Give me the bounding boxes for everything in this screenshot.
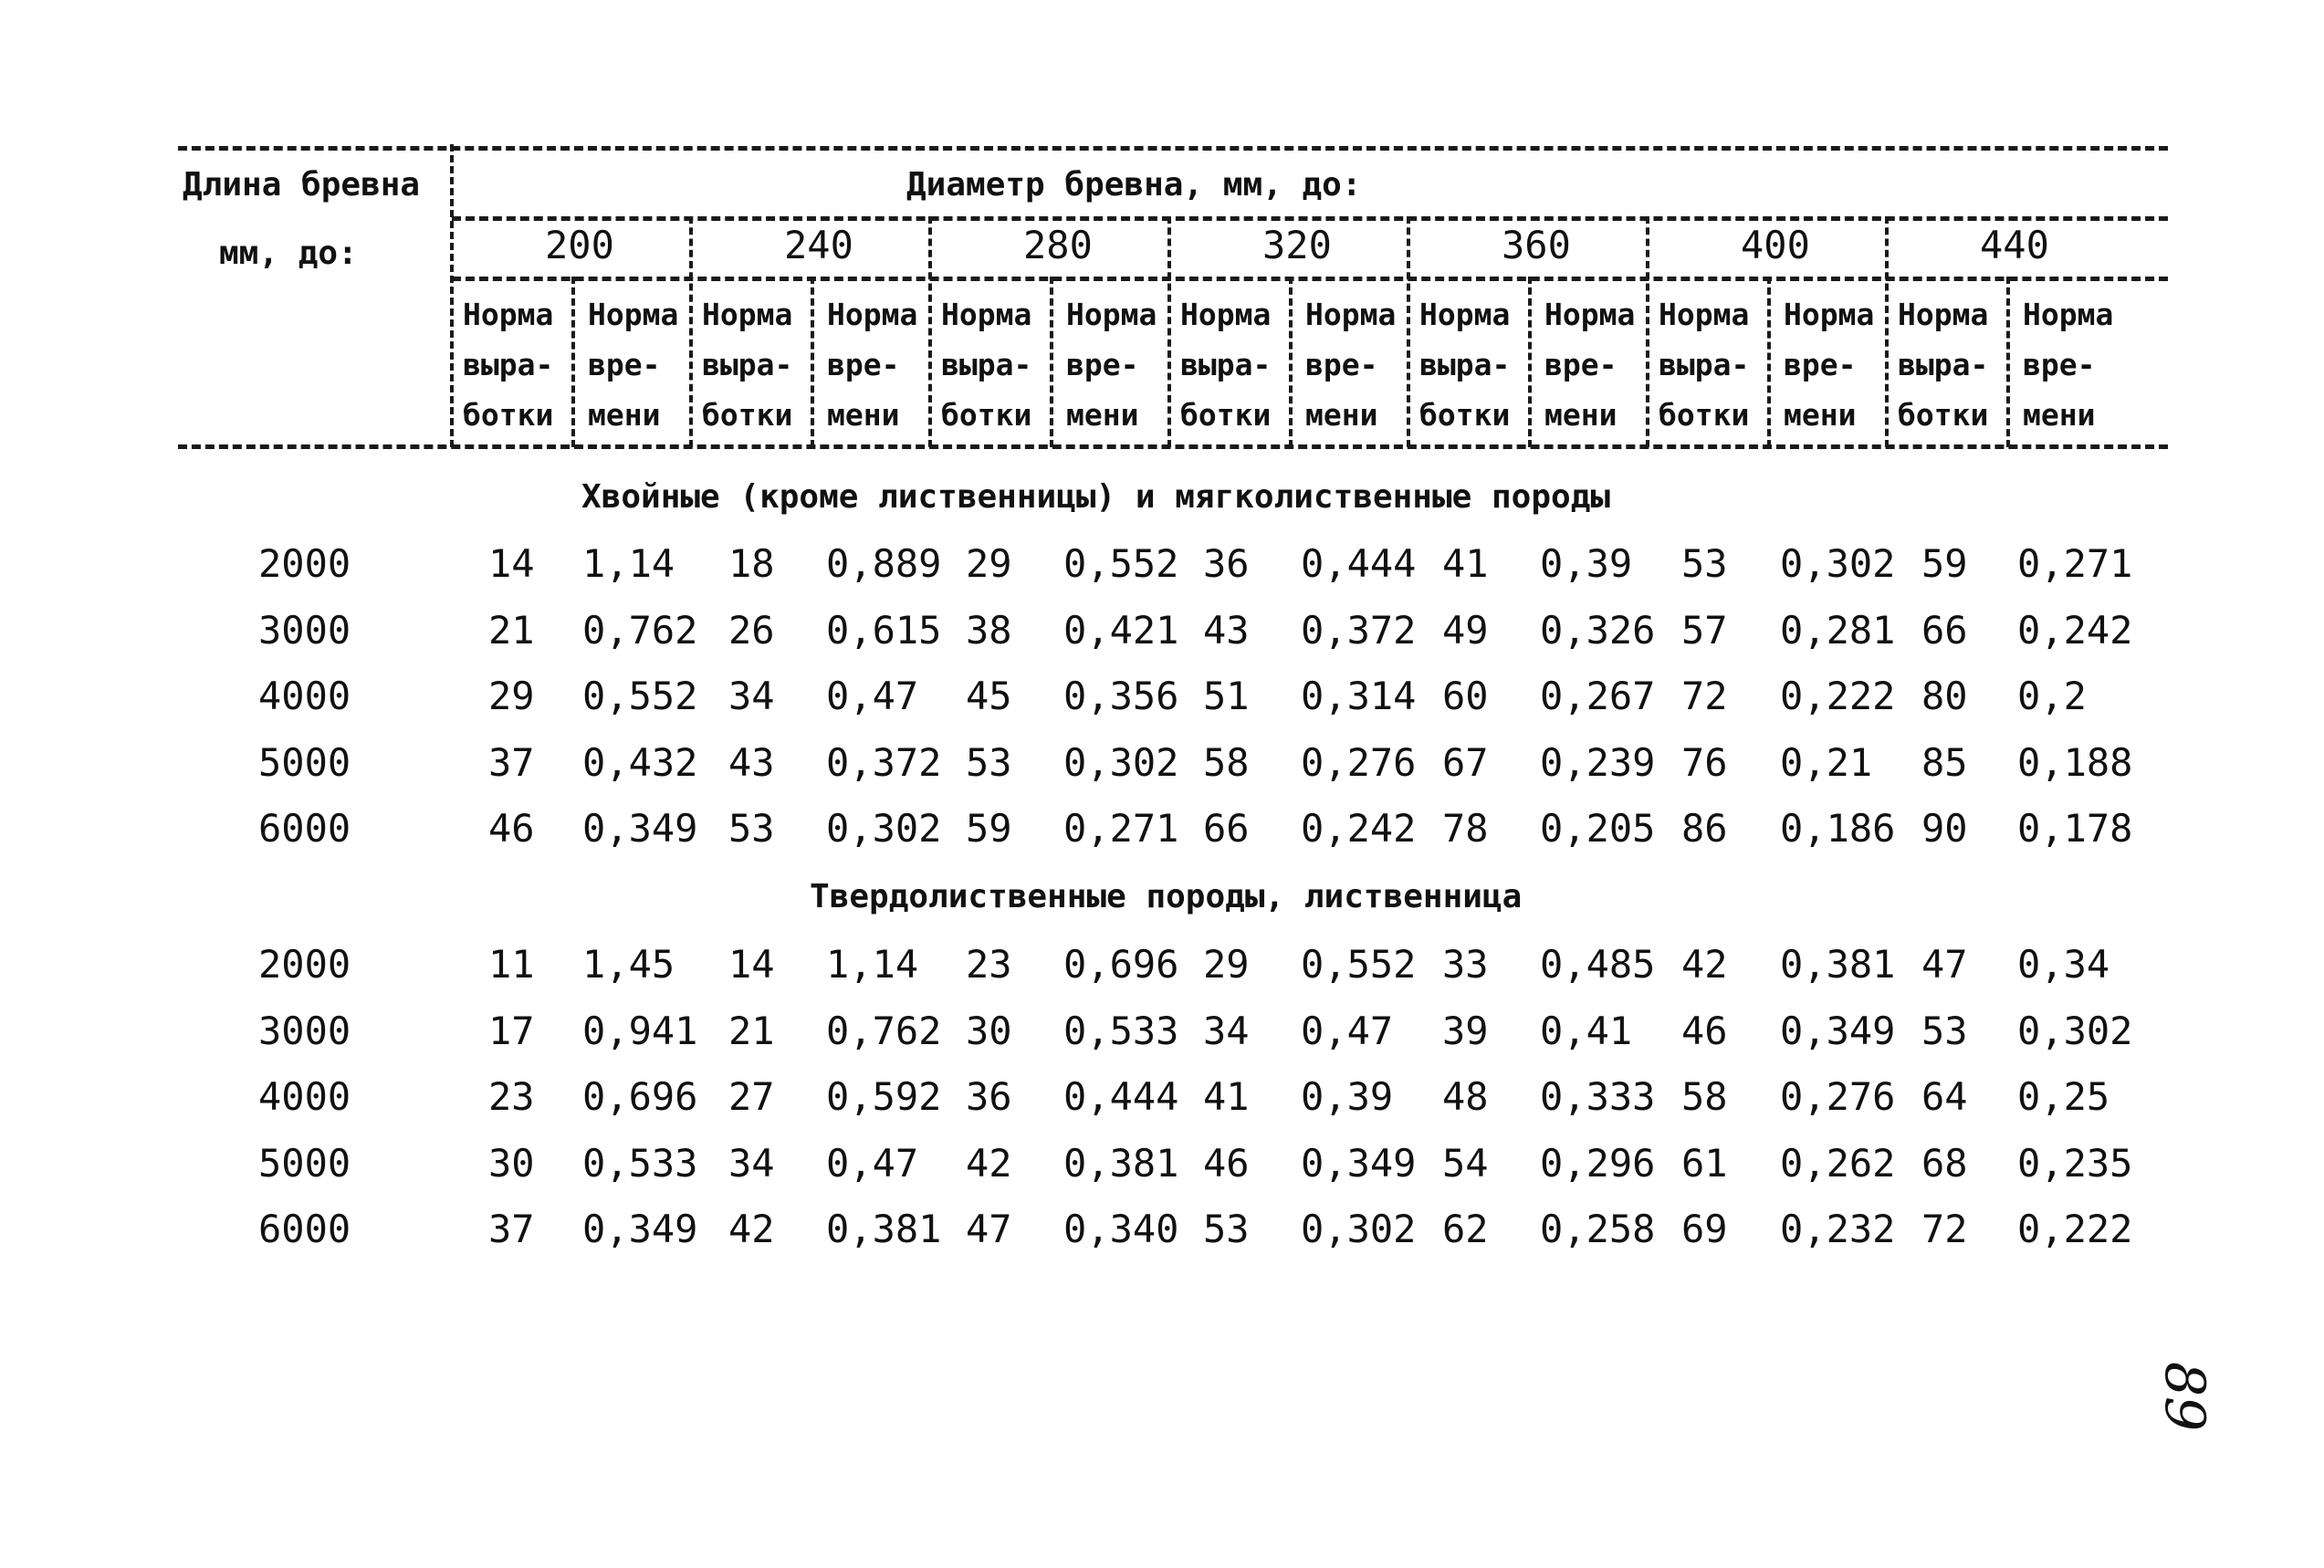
time-norm-cell: 0,349	[582, 1207, 698, 1251]
output-norm-cell: 58	[1681, 1074, 1728, 1119]
time-norm-cell: 0,239	[1540, 739, 1656, 785]
diameter-group-divider	[1167, 216, 1171, 447]
subheader-time-320: Норма	[1305, 297, 1397, 332]
output-norm-cell: 53	[1681, 541, 1728, 586]
output-norm-cell: 78	[1442, 806, 1489, 851]
subheader-output-280: ботки	[941, 397, 1032, 433]
time-norm-cell: 0,432	[582, 739, 698, 785]
time-norm-cell: 0,333	[1540, 1074, 1656, 1119]
output-norm-cell: 58	[1203, 739, 1250, 785]
output-norm-cell: 17	[488, 1008, 535, 1053]
time-norm-cell: 0,281	[1780, 607, 1896, 653]
diameter-200: 200	[545, 223, 614, 267]
header-bottom-rule	[178, 444, 2168, 449]
time-norm-cell: 0,533	[1063, 1008, 1179, 1053]
output-norm-cell: 85	[1921, 739, 1968, 785]
output-norm-cell: 69	[1681, 1207, 1728, 1251]
output-norm-cell: 43	[1203, 607, 1250, 653]
time-norm-cell: 0,533	[582, 1140, 698, 1186]
output-norm-cell: 46	[488, 806, 535, 851]
output-norm-cell: 64	[1921, 1074, 1968, 1119]
time-norm-cell: 0,552	[1301, 942, 1417, 987]
time-norm-cell: 0,302	[826, 806, 942, 851]
subheader-time-320: мени	[1305, 397, 1378, 433]
time-norm-cell: 0,444	[1301, 541, 1417, 586]
time-norm-cell: 0,222	[1780, 674, 1896, 718]
diameter-320: 320	[1262, 223, 1332, 267]
subheader-output-200: выра-	[463, 347, 554, 382]
time-norm-cell: 0,314	[1301, 674, 1417, 718]
output-norm-cell: 26	[728, 607, 775, 653]
output-norm-cell: 34	[728, 1140, 775, 1186]
subheader-time-200: вре-	[588, 347, 661, 382]
diameter-group-divider	[1407, 216, 1410, 447]
output-norm-cell: 51	[1203, 674, 1250, 718]
subheader-time-280: вре-	[1066, 347, 1139, 382]
diameter-header: Диаметр бревна, мм, до:	[906, 166, 1362, 204]
subheader-time-360: мени	[1544, 397, 1617, 433]
output-norm-cell: 62	[1442, 1207, 1489, 1251]
time-norm-cell: 0,39	[1301, 1074, 1394, 1119]
output-norm-cell: 66	[1203, 806, 1250, 851]
row-length: 6000	[258, 1207, 351, 1251]
output-norm-cell: 47	[966, 1207, 1012, 1251]
time-norm-cell: 0,762	[826, 1008, 942, 1053]
table-top-rule	[178, 146, 2168, 151]
subheader-output-240: Норма	[702, 297, 793, 332]
subheader-time-360: вре-	[1544, 347, 1617, 382]
output-norm-cell: 23	[488, 1074, 535, 1119]
output-norm-cell: 42	[966, 1140, 1012, 1186]
time-norm-cell: 0,381	[1063, 1140, 1179, 1186]
section-title: Хвойные (кроме лиственницы) и мягколиственные породы	[581, 478, 1611, 516]
output-norm-cell: 53	[728, 806, 775, 851]
time-norm-cell: 0,326	[1540, 607, 1656, 653]
subheader-output-240: выра-	[702, 347, 793, 382]
time-norm-cell: 0,262	[1780, 1140, 1896, 1186]
subheader-output-320: Норма	[1180, 297, 1272, 332]
output-norm-cell: 11	[488, 942, 535, 987]
time-norm-cell: 0,39	[1540, 541, 1633, 586]
time-norm-cell: 0,349	[1780, 1008, 1896, 1053]
subheader-output-360: Норма	[1419, 297, 1511, 332]
output-norm-cell: 21	[488, 607, 535, 653]
subheader-output-440: ботки	[1898, 397, 1989, 433]
subheader-time-240: мени	[827, 397, 900, 433]
output-norm-cell: 46	[1203, 1140, 1250, 1186]
subheader-rule	[452, 277, 2168, 281]
time-norm-cell: 0,276	[1780, 1074, 1896, 1119]
time-norm-cell: 1,45	[582, 942, 675, 987]
output-norm-cell: 57	[1681, 607, 1728, 653]
time-norm-cell: 0,258	[1540, 1207, 1656, 1251]
row-length: 4000	[258, 1074, 351, 1119]
length-column-divider	[450, 144, 454, 447]
output-norm-cell: 59	[966, 806, 1012, 851]
time-norm-cell: 0,178	[2017, 806, 2133, 851]
output-norm-cell: 30	[966, 1008, 1012, 1053]
row-length: 6000	[258, 806, 351, 851]
output-norm-cell: 27	[728, 1074, 775, 1119]
diameter-400: 400	[1741, 223, 1810, 267]
subheader-output-280: Норма	[941, 297, 1032, 332]
output-norm-cell: 60	[1442, 674, 1489, 718]
output-norm-cell: 23	[966, 942, 1012, 987]
output-norm-cell: 29	[966, 541, 1012, 586]
output-norm-cell: 61	[1681, 1140, 1728, 1186]
subheader-time-200: Норма	[588, 297, 679, 332]
diameter-group-divider	[1885, 216, 1889, 447]
subheader-time-440: мени	[2023, 397, 2096, 433]
subheader-time-440: вре-	[2023, 347, 2096, 382]
time-norm-cell: 0,302	[1301, 1207, 1417, 1251]
time-norm-cell: 0,276	[1301, 739, 1417, 785]
time-norm-cell: 0,25	[2017, 1074, 2110, 1119]
length-header-line-2: мм, до:	[219, 235, 358, 272]
output-norm-cell: 46	[1681, 1008, 1728, 1053]
output-norm-cell: 42	[1681, 942, 1728, 987]
time-norm-cell: 0,552	[1063, 541, 1179, 586]
diameter-280: 280	[1023, 223, 1093, 267]
subheader-output-240: ботки	[702, 397, 793, 433]
output-norm-cell: 41	[1442, 541, 1489, 586]
output-norm-cell: 54	[1442, 1140, 1489, 1186]
output-norm-cell: 30	[488, 1140, 535, 1186]
subheader-output-200: Норма	[463, 297, 554, 332]
subheader-output-320: ботки	[1180, 397, 1272, 433]
output-norm-cell: 36	[1203, 541, 1250, 586]
output-norm-cell: 37	[488, 739, 535, 785]
subcolumn-divider	[2006, 277, 2010, 447]
output-norm-cell: 18	[728, 541, 775, 586]
time-norm-cell: 0,302	[1063, 739, 1179, 785]
time-norm-cell: 0,232	[1780, 1207, 1896, 1251]
subheader-output-200: ботки	[463, 397, 554, 433]
diameter-240: 240	[784, 223, 853, 267]
row-length: 5000	[258, 1140, 351, 1186]
output-norm-cell: 53	[1921, 1008, 1968, 1053]
output-norm-cell: 43	[728, 739, 775, 785]
length-header-line-1: Длина бревна	[183, 166, 421, 204]
output-norm-cell: 37	[488, 1207, 535, 1251]
row-length: 3000	[258, 607, 351, 653]
row-length: 3000	[258, 1008, 351, 1053]
subheader-output-400: выра-	[1659, 347, 1750, 382]
subcolumn-divider	[811, 277, 814, 447]
time-norm-cell: 0,592	[826, 1074, 942, 1119]
output-norm-cell: 67	[1442, 739, 1489, 785]
output-norm-cell: 29	[488, 674, 535, 718]
output-norm-cell: 53	[966, 739, 1012, 785]
subheader-time-400: мени	[1784, 397, 1857, 433]
diameter-440: 440	[1980, 223, 2049, 267]
time-norm-cell: 0,444	[1063, 1074, 1179, 1119]
time-norm-cell: 0,696	[582, 1074, 698, 1119]
time-norm-cell: 0,188	[2017, 739, 2133, 785]
time-norm-cell: 0,381	[826, 1207, 942, 1251]
time-norm-cell: 0,381	[1780, 942, 1896, 987]
subcolumn-divider	[1289, 277, 1293, 447]
time-norm-cell: 0,762	[582, 607, 698, 653]
subheader-time-280: Норма	[1066, 297, 1157, 332]
subheader-output-440: выра-	[1898, 347, 1989, 382]
output-norm-cell: 14	[488, 541, 535, 586]
output-norm-cell: 48	[1442, 1074, 1489, 1119]
time-norm-cell: 0,485	[1540, 942, 1656, 987]
time-norm-cell: 0,235	[2017, 1140, 2133, 1186]
subheader-output-360: выра-	[1419, 347, 1511, 382]
section-title: Твердолиственные породы, лиственница	[810, 878, 1523, 915]
time-norm-cell: 0,271	[1063, 806, 1179, 851]
subheader-output-400: ботки	[1659, 397, 1750, 433]
diameter-rule	[452, 216, 2168, 221]
time-norm-cell: 0,296	[1540, 1140, 1656, 1186]
output-norm-cell: 36	[966, 1074, 1012, 1119]
time-norm-cell: 1,14	[582, 541, 675, 586]
time-norm-cell: 0,349	[582, 806, 698, 851]
output-norm-cell: 66	[1921, 607, 1968, 653]
time-norm-cell: 0,889	[826, 541, 942, 586]
time-norm-cell: 0,267	[1540, 674, 1656, 718]
output-norm-cell: 53	[1203, 1207, 1250, 1251]
diameter-group-divider	[928, 216, 932, 447]
diameter-group-divider	[1646, 216, 1649, 447]
output-norm-cell: 72	[1921, 1207, 1968, 1251]
output-norm-cell: 34	[1203, 1008, 1250, 1053]
output-norm-cell: 59	[1921, 541, 1968, 586]
time-norm-cell: 0,47	[1301, 1008, 1394, 1053]
output-norm-cell: 86	[1681, 806, 1728, 851]
output-norm-cell: 38	[966, 607, 1012, 653]
time-norm-cell: 0,47	[826, 674, 919, 718]
diameter-360: 360	[1502, 223, 1571, 267]
time-norm-cell: 0,349	[1301, 1140, 1417, 1186]
subheader-output-320: выра-	[1180, 347, 1272, 382]
subheader-output-280: выра-	[941, 347, 1032, 382]
time-norm-cell: 0,41	[1540, 1008, 1633, 1053]
row-length: 5000	[258, 739, 351, 785]
output-norm-cell: 45	[966, 674, 1012, 718]
time-norm-cell: 0,271	[2017, 541, 2133, 586]
subcolumn-divider	[1050, 277, 1053, 447]
output-norm-cell: 34	[728, 674, 775, 718]
time-norm-cell: 0,34	[2017, 942, 2110, 987]
time-norm-cell: 0,2	[2017, 674, 2087, 718]
subcolumn-divider	[1767, 277, 1771, 447]
time-norm-cell: 0,615	[826, 607, 942, 653]
time-norm-cell: 0,47	[826, 1140, 919, 1186]
output-norm-cell: 72	[1681, 674, 1728, 718]
row-length: 2000	[258, 942, 351, 987]
subheader-output-360: ботки	[1419, 397, 1511, 433]
subheader-output-440: Норма	[1898, 297, 1989, 332]
output-norm-cell: 39	[1442, 1008, 1489, 1053]
time-norm-cell: 0,242	[1301, 806, 1417, 851]
time-norm-cell: 1,14	[826, 942, 919, 987]
output-norm-cell: 49	[1442, 607, 1489, 653]
time-norm-cell: 0,372	[826, 739, 942, 785]
time-norm-cell: 0,552	[582, 674, 698, 718]
output-norm-cell: 33	[1442, 942, 1489, 987]
output-norm-cell: 80	[1921, 674, 1968, 718]
subheader-time-240: Норма	[827, 297, 918, 332]
output-norm-cell: 76	[1681, 739, 1728, 785]
output-norm-cell: 14	[728, 942, 775, 987]
subheader-time-240: вре-	[827, 347, 900, 382]
subheader-time-360: Норма	[1544, 297, 1636, 332]
time-norm-cell: 0,372	[1301, 607, 1417, 653]
time-norm-cell: 0,941	[582, 1008, 698, 1053]
output-norm-cell: 90	[1921, 806, 1968, 851]
output-norm-cell: 68	[1921, 1140, 1968, 1186]
time-norm-cell: 0,356	[1063, 674, 1179, 718]
subheader-time-400: Норма	[1784, 297, 1875, 332]
time-norm-cell: 0,21	[1780, 739, 1873, 785]
subheader-time-400: вре-	[1784, 347, 1857, 382]
diameter-group-divider	[689, 216, 693, 447]
time-norm-cell: 0,302	[2017, 1008, 2133, 1053]
time-norm-cell: 0,242	[2017, 607, 2133, 653]
output-norm-cell: 42	[728, 1207, 775, 1251]
time-norm-cell: 0,302	[1780, 541, 1896, 586]
time-norm-cell: 0,696	[1063, 942, 1179, 987]
time-norm-cell: 0,421	[1063, 607, 1179, 653]
row-length: 2000	[258, 541, 351, 586]
output-norm-cell: 47	[1921, 942, 1968, 987]
time-norm-cell: 0,222	[2017, 1207, 2133, 1251]
subheader-time-440: Норма	[2023, 297, 2114, 332]
time-norm-cell: 0,205	[1540, 806, 1656, 851]
page-number: 89	[2152, 1361, 2217, 1432]
subheader-time-200: мени	[588, 397, 661, 433]
subheader-output-400: Норма	[1659, 297, 1750, 332]
time-norm-cell: 0,340	[1063, 1207, 1179, 1251]
subcolumn-divider	[1528, 277, 1532, 447]
output-norm-cell: 29	[1203, 942, 1250, 987]
time-norm-cell: 0,186	[1780, 806, 1896, 851]
subcolumn-divider	[571, 277, 575, 447]
output-norm-cell: 21	[728, 1008, 775, 1053]
subheader-time-320: вре-	[1305, 347, 1378, 382]
subheader-time-280: мени	[1066, 397, 1139, 433]
row-length: 4000	[258, 674, 351, 718]
output-norm-cell: 41	[1203, 1074, 1250, 1119]
